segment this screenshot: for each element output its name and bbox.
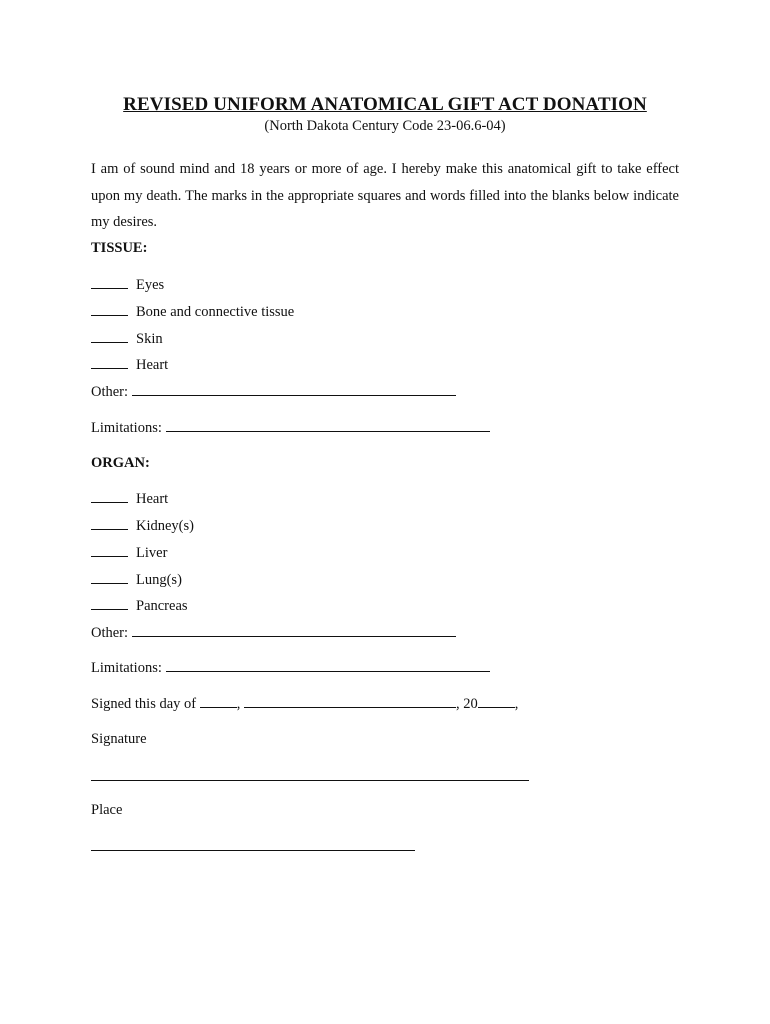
- tissue-item-label: Heart: [136, 357, 169, 373]
- organ-item-label: Lung(s): [136, 572, 182, 588]
- signed-comma: ,: [236, 696, 241, 712]
- organ-item-label: Pancreas: [136, 598, 188, 614]
- organ-lung-blank[interactable]: [91, 571, 128, 584]
- place-line[interactable]: [91, 850, 415, 851]
- tissue-limitations-field[interactable]: [166, 419, 490, 432]
- organ-item: [91, 597, 188, 615]
- organ-item-label: Kidney(s): [136, 518, 194, 534]
- tissue-other-field[interactable]: [132, 383, 456, 396]
- organ-limitations-field[interactable]: [166, 659, 490, 672]
- signed-trailing-comma: ,: [514, 696, 519, 712]
- organ-heading: ORGAN:: [91, 455, 150, 471]
- signature-label: Signature: [91, 731, 147, 747]
- organ-pancreas-blank[interactable]: [91, 597, 128, 610]
- organ-other-field[interactable]: [132, 624, 456, 637]
- organ-item: [91, 490, 168, 508]
- organ-item: [91, 571, 182, 589]
- tissue-item: [91, 330, 163, 348]
- signed-year-field[interactable]: [478, 695, 515, 708]
- organ-heart-blank[interactable]: [91, 490, 128, 503]
- signature-line[interactable]: [91, 780, 529, 781]
- organ-limitations-label: Limitations:: [91, 660, 162, 676]
- organ-other-label: Other:: [91, 625, 129, 641]
- place-label: Place: [91, 802, 123, 818]
- tissue-limitations-label: Limitations:: [91, 420, 162, 436]
- tissue-item: [91, 276, 164, 294]
- document-title: REVISED UNIFORM ANATOMICAL GIFT ACT DONATION: [123, 94, 647, 115]
- organ-limitations-row: [91, 659, 490, 677]
- tissue-heart-blank[interactable]: [91, 356, 128, 369]
- tissue-bone-blank[interactable]: [91, 303, 128, 316]
- tissue-item-label: Skin: [136, 331, 163, 347]
- signed-day-field[interactable]: [200, 695, 237, 708]
- intro-paragraph: I am of sound mind and 18 years or more of age. I hereby make this anatomical gift to take effect upon my death. The marks in the appropriate squares and words filled into the blanks below indicate my desires.: [91, 161, 679, 230]
- tissue-item: [91, 356, 168, 374]
- tissue-item-label: Bone and connective tissue: [136, 304, 295, 320]
- tissue-eyes-blank[interactable]: [91, 276, 128, 289]
- signed-date-row: [91, 695, 518, 713]
- signed-year-prefix: , 20: [456, 696, 478, 712]
- tissue-item: [91, 303, 294, 321]
- organ-kidney-blank[interactable]: [91, 517, 128, 530]
- tissue-other-row: [91, 383, 456, 401]
- signed-month-field[interactable]: [244, 695, 456, 708]
- organ-item-label: Heart: [136, 491, 169, 507]
- tissue-item-label: Eyes: [136, 277, 165, 293]
- organ-item-label: Liver: [136, 545, 168, 561]
- organ-other-row: [91, 624, 456, 642]
- organ-item: [91, 544, 167, 562]
- tissue-other-label: Other:: [91, 384, 129, 400]
- signed-prefix: Signed this day of: [91, 696, 197, 712]
- organ-item: [91, 517, 194, 535]
- tissue-skin-blank[interactable]: [91, 330, 128, 343]
- tissue-limitations-row: [91, 419, 490, 437]
- organ-liver-blank[interactable]: [91, 544, 128, 557]
- document-subtitle: (North Dakota Century Code 23-06.6-04): [264, 118, 506, 134]
- tissue-heading: TISSUE:: [91, 240, 148, 256]
